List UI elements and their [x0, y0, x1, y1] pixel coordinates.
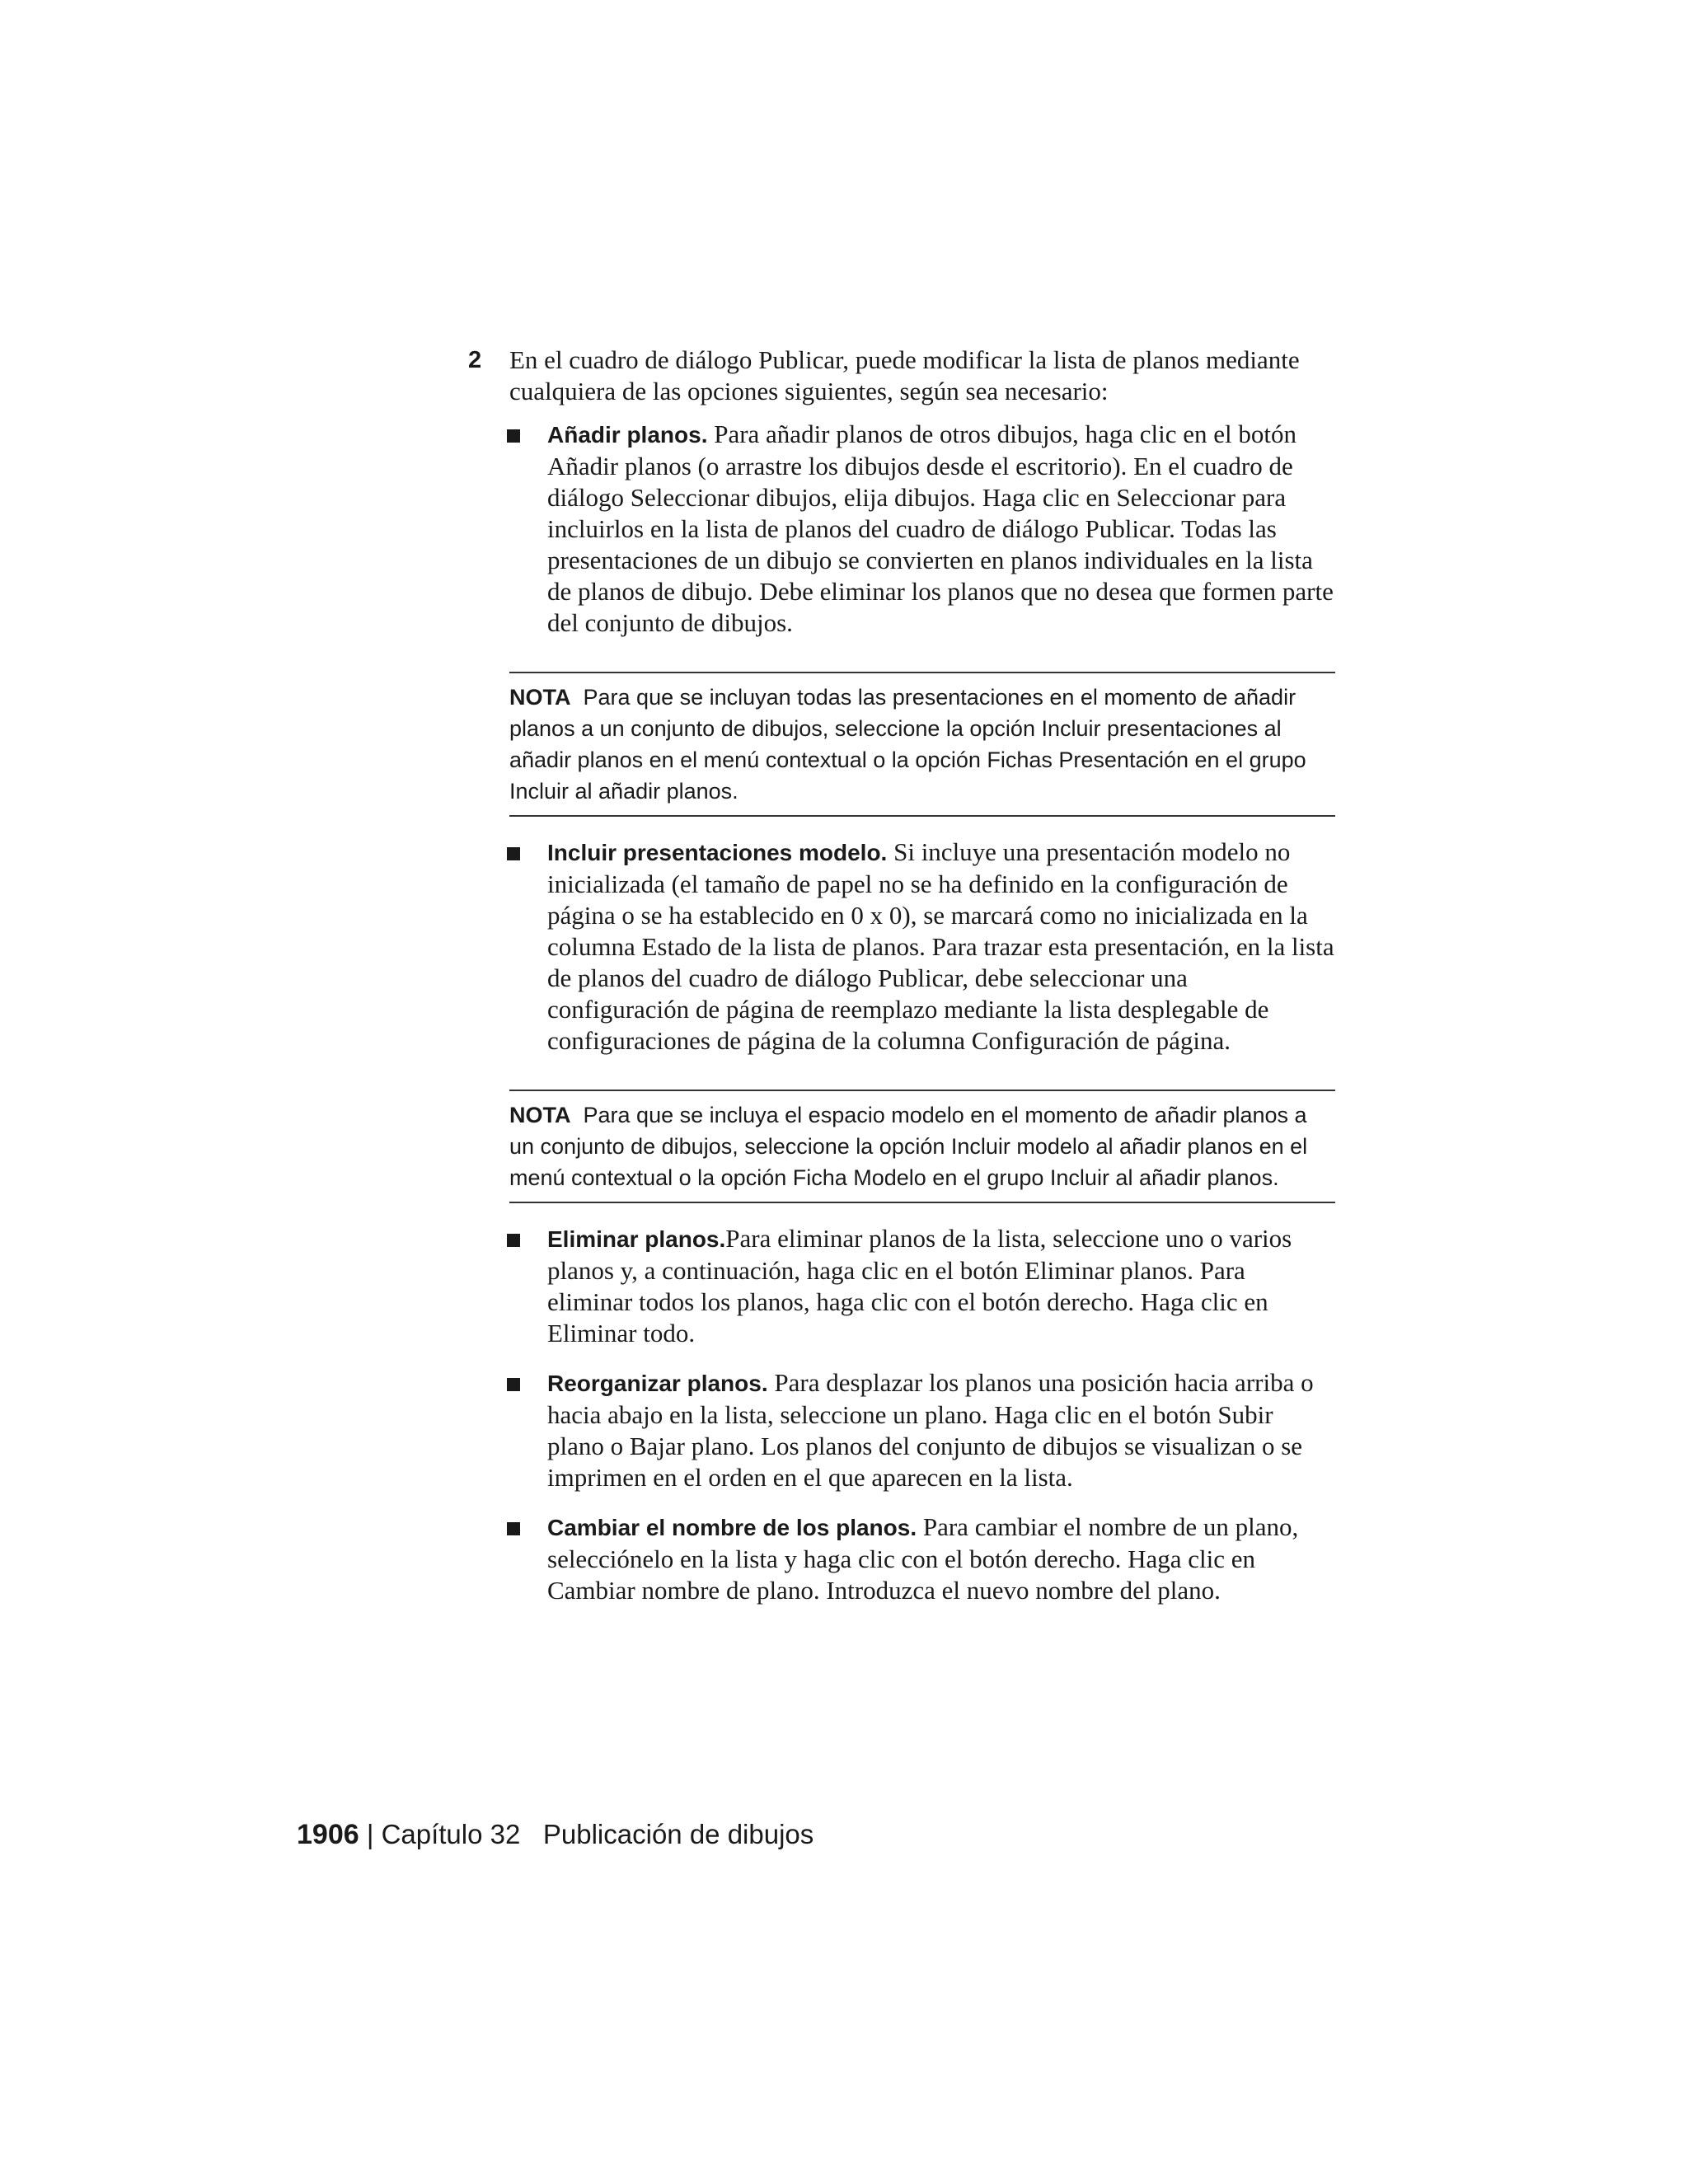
bullet-square-icon — [507, 1234, 520, 1247]
bullet-lead: Cambiar el nombre de los planos. — [547, 1515, 917, 1540]
bullet-text: Para añadir planos de otros dibujos, haga clic en el botón Añadir planos (o arrastre los dibujos desde el escritorio). En el cuadro de diálogo Seleccionar dibujos, elija dibujos. Haga clic en Seleccionar para incluirlos en la lista de planos del cuadro de diálogo Publicar. Todas las presentaciones de un dibujo se convierten en planos individuales en la lista de planos de dibujo. Debe eliminar los planos que no desea que formen parte del conjunto de dibujos. — [547, 419, 1334, 637]
note-label: NOTA — [509, 685, 571, 710]
note-text: Para que se incluya el espacio modelo en el momento de añadir planos a un conjunto de dibujos, seleccione la opción Incluir modelo al añadir planos en el menú contextual o la opción Ficha Modelo en el grupo Incluir al añadir planos. — [509, 1103, 1308, 1190]
note-2 — [509, 1090, 1335, 1203]
bullet-square-icon — [507, 847, 520, 860]
chapter-title: Publicación de dibujos — [542, 1819, 814, 1849]
bullet-cambiar-nombre — [468, 1511, 1335, 1606]
step-2 — [468, 344, 1335, 407]
bullet-lead: Reorganizar planos. — [547, 1371, 768, 1396]
footer-separator: | — [366, 1819, 374, 1849]
bullet-anadir-planos — [468, 419, 1335, 639]
bullet-lead: Eliminar planos. — [547, 1226, 726, 1252]
bullet-lead: Añadir planos. — [547, 422, 708, 448]
page-footer — [297, 1818, 814, 1851]
bullet-text: Para eliminar planos de la lista, seleccione uno o varios planos y, a continuación, haga clic en el botón Eliminar planos. Para eliminar todos los planos, haga clic con el botón derecho. Haga clic en Eliminar todo. — [547, 1224, 1292, 1347]
step-text: En el cuadro de diálogo Publicar, puede modificar la lista de planos mediante cualquiera de las opciones siguientes, según sea necesario: — [509, 345, 1300, 405]
note-1 — [509, 672, 1335, 817]
page-number: 1906 — [297, 1819, 359, 1850]
page-content — [468, 344, 1335, 1606]
bullet-text: Para desplazar los planos una posición hacia arriba o hacia abajo en la lista, seleccione un plano. Haga clic en el botón Subir plano o Bajar plano. Los planos del conjunto de dibujos se visualizan o se imprimen en el orden en el que aparecen en la lista. — [547, 1368, 1314, 1492]
bullet-lead: Incluir presentaciones modelo. — [547, 840, 888, 865]
bullet-incluir-presentaciones — [468, 837, 1335, 1057]
step-number: 2 — [468, 347, 482, 373]
bullet-square-icon — [507, 1378, 520, 1391]
bullet-square-icon — [507, 429, 520, 443]
bullet-eliminar-planos — [468, 1223, 1335, 1349]
bullet-text: Si incluye una presentación modelo no inicializada (el tamaño de papel no se ha definido en la configuración de página o se ha establecido en 0 x 0), se marcará como no inicializada en la columna Estado de la lista de planos. Para trazar esta presentación, en la lista de planos del cuadro de diálogo Publicar, debe seleccionar una configuración de página de reemplazo mediante la lista desplegable de configuraciones de página de la columna Configuración de página. — [547, 837, 1334, 1055]
note-label: NOTA — [509, 1103, 571, 1127]
bullet-square-icon — [507, 1522, 520, 1535]
chapter-label: Capítulo 32 — [381, 1819, 521, 1849]
note-text: Para que se incluyan todas las presentaciones en el momento de añadir planos a un conjunto de dibujos, seleccione la opción Incluir presentaciones al añadir planos en el menú contextual o la opción Fichas Presentación en el grupo Incluir al añadir planos. — [509, 685, 1306, 804]
bullet-reorganizar-planos — [468, 1367, 1335, 1493]
bullet-text: Para cambiar el nombre de un plano, selecciónelo en la lista y haga clic con el botón derecho. Haga clic en Cambiar nombre de plano. Introduzca el nuevo nombre del plano. — [547, 1512, 1299, 1605]
